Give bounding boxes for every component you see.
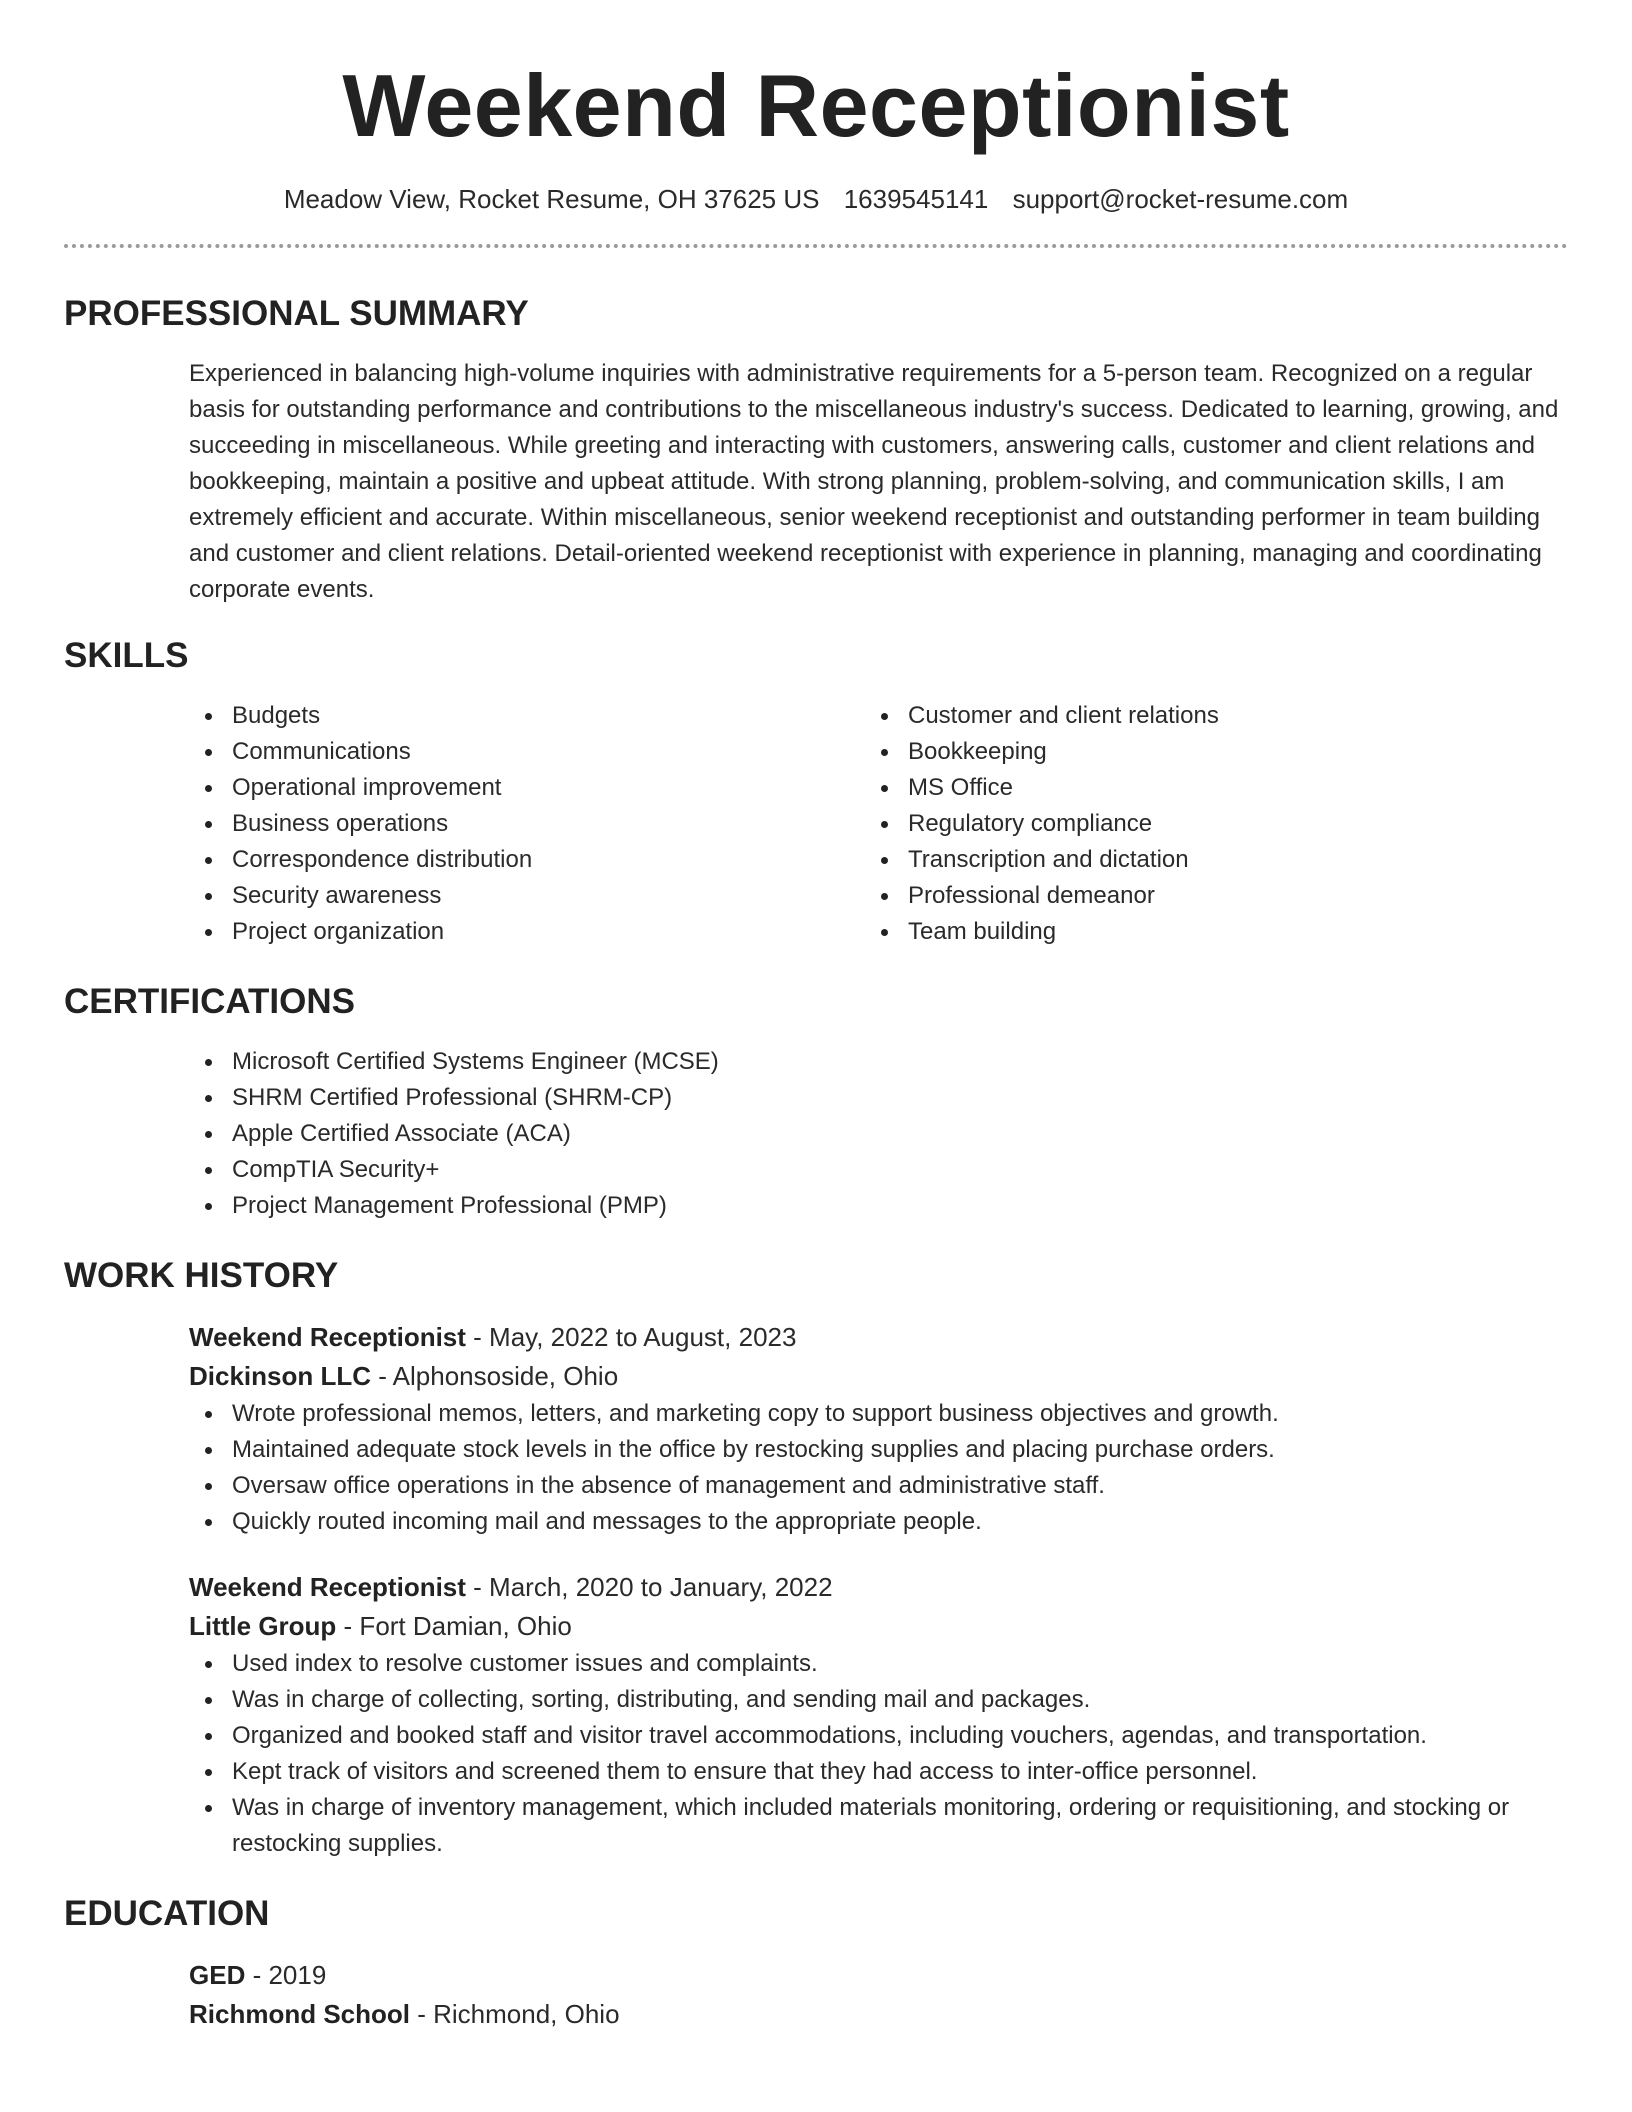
email-link[interactable]: support@rocket-resume.com <box>1012 184 1349 214</box>
job-dates: - May, 2022 to August, 2023 <box>465 1322 797 1352</box>
job-location: - Fort Damian, Ohio <box>336 1611 572 1641</box>
skill-item: Communications <box>189 734 865 770</box>
job-duty-item: Wrote professional memos, letters, and marketing copy to support business objectives and growth. <box>189 1396 1568 1432</box>
skills-section <box>64 698 1568 950</box>
summary-text: Experienced in balancing high-volume inquiries with administrative requirements for a 5-person team. Recognized on a regular basis for outstanding performance and contributions to the miscellaneous industry's success. Dedicated to learning, growing, and succeeding in miscellaneous. While greeting and interacting with customers, answering calls, customer and client relations and bookkeeping, maintain a positive and upbeat attitude. With strong planning, problem-solving, and communication skills, I am extremely efficient and accurate. Within miscellaneous, senior weekend receptionist and outstanding performer in team building and customer and client relations. Detail-oriented weekend receptionist with experience in planning, managing and coordinating corporate events. <box>189 360 1559 603</box>
job-role: Weekend Receptionist <box>189 1572 466 1602</box>
job-duty-item: Maintained adequate stock levels in the office by restocking supplies and placing purchase orders. <box>189 1432 1568 1468</box>
certifications-section <box>64 1044 1568 1224</box>
certification-item: CompTIA Security+ <box>189 1152 1568 1188</box>
certification-item: Apple Certified Associate (ACA) <box>189 1116 1568 1152</box>
skills-column-left <box>189 698 865 950</box>
job-duty-item: Was in charge of collecting, sorting, distributing, and sending mail and packages. <box>189 1682 1568 1718</box>
job-duty-item: Used index to resolve customer issues and complaints. <box>189 1646 1568 1682</box>
job-entry <box>189 1568 1568 1862</box>
skill-item: Correspondence distribution <box>189 842 865 878</box>
education-heading: EDUCATION <box>64 1894 270 1933</box>
job-company-line <box>189 1357 1568 1396</box>
job-duty-item: Kept track of visitors and screened them to ensure that they had access to inter-office personnel. <box>189 1754 1568 1790</box>
candidate-name: Weekend Receptionist <box>342 56 1290 155</box>
skill-item: Customer and client relations <box>865 698 1541 734</box>
job-title-line <box>189 1568 1568 1607</box>
certifications-list <box>189 1044 1568 1224</box>
skill-item: Business operations <box>189 806 865 842</box>
job-company-line <box>189 1607 1568 1646</box>
skill-item: Regulatory compliance <box>865 806 1541 842</box>
certifications-heading: CERTIFICATIONS <box>64 982 356 1021</box>
job-entry <box>189 1318 1568 1540</box>
education-degree: GED <box>189 1960 246 1990</box>
skill-item: Budgets <box>189 698 865 734</box>
certification-item: SHRM Certified Professional (SHRM-CP) <box>189 1080 1568 1116</box>
job-duty-item: Organized and booked staff and visitor travel accommodations, including vouchers, agendas, and transportation. <box>189 1718 1568 1754</box>
address: Meadow View, Rocket Resume, OH 37625 US <box>283 184 820 214</box>
skill-item: Professional demeanor <box>865 878 1541 914</box>
phone: 1639545141 <box>843 184 989 214</box>
job-duty-item: Oversaw office operations in the absence of management and administrative staff. <box>189 1468 1568 1504</box>
skills-list-right <box>865 698 1541 950</box>
job-duties-list <box>189 1396 1568 1540</box>
skills-heading: SKILLS <box>64 636 189 675</box>
skill-item: Transcription and dictation <box>865 842 1541 878</box>
education-school: Richmond School <box>189 1999 410 2029</box>
work-history-section <box>64 1318 1568 1862</box>
header-divider <box>64 244 1568 248</box>
education-degree-line <box>189 1956 1568 1995</box>
job-duty-item: Was in charge of inventory management, which included materials monitoring, ordering or requisitioning, and stocking or restocking supplies. <box>189 1790 1568 1862</box>
job-company: Dickinson LLC <box>189 1361 372 1391</box>
skill-item: Bookkeeping <box>865 734 1541 770</box>
education-section <box>64 1956 1568 2034</box>
education-school-line <box>189 1995 1568 2034</box>
job-role: Weekend Receptionist <box>189 1322 466 1352</box>
certification-item: Project Management Professional (PMP) <box>189 1188 1568 1224</box>
job-duty-item: Quickly routed incoming mail and messages to the appropriate people. <box>189 1504 1568 1540</box>
skills-column-right <box>865 698 1541 950</box>
skill-item: Security awareness <box>189 878 865 914</box>
job-title-line <box>189 1318 1568 1357</box>
skills-columns <box>189 698 1568 950</box>
education-location: - Richmond, Ohio <box>410 1999 620 2029</box>
job-dates: - March, 2020 to January, 2022 <box>465 1572 833 1602</box>
skills-list-left <box>189 698 865 950</box>
skill-item: Project organization <box>189 914 865 950</box>
summary-heading: PROFESSIONAL SUMMARY <box>64 294 529 333</box>
skill-item: MS Office <box>865 770 1541 806</box>
skill-item: Team building <box>865 914 1541 950</box>
contact-line <box>64 182 1568 216</box>
certification-item: Microsoft Certified Systems Engineer (MCSE) <box>189 1044 1568 1080</box>
job-duties-list <box>189 1646 1568 1862</box>
job-location: - Alphonsoside, Ohio <box>371 1361 619 1391</box>
skill-item: Operational improvement <box>189 770 865 806</box>
education-year: - 2019 <box>245 1960 327 1990</box>
job-company: Little Group <box>189 1611 337 1641</box>
work-history-heading: WORK HISTORY <box>64 1256 339 1295</box>
